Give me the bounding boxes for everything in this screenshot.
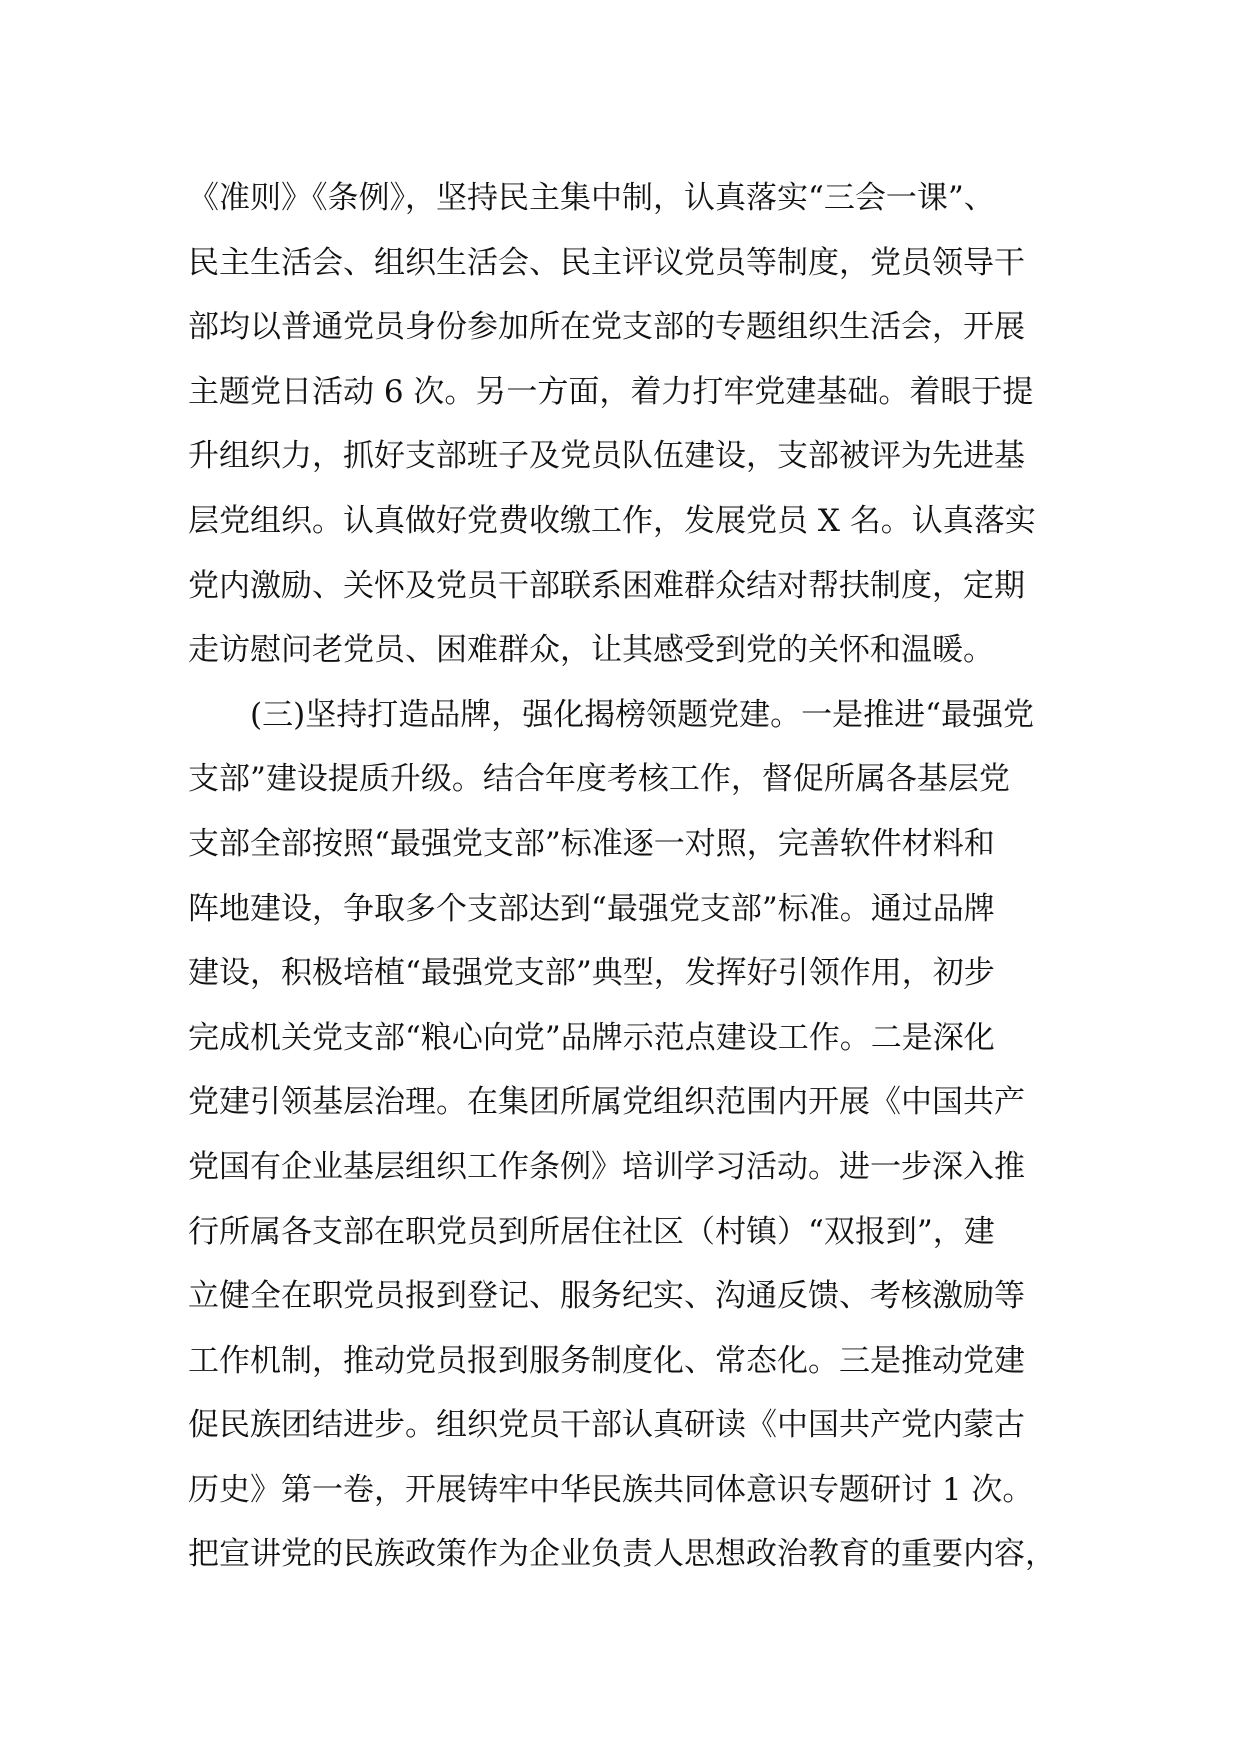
text-line-13: 建设，积极培植“最强党支部”典型，发挥好引领作用，初步	[188, 955, 995, 992]
text-line-15: 党建引领基层治理。在集团所属党组织范围内开展《中国共产	[188, 1084, 1025, 1121]
text-line-20: 促民族团结进步。组织党员干部认真研读《中国共产党内蒙古	[188, 1407, 1025, 1444]
text-line-17: 行所属各支部在职党员到所居住社区（村镇）“双报到”，建	[188, 1213, 995, 1250]
section-heading-line: (三)坚持打造品牌，强化揭榜领题党建。一是推进“最强党	[250, 696, 1035, 733]
text-line-6: 层党组织。认真做好党费收缴工作，发展党员 X 名。认真落实	[188, 502, 1036, 539]
text-line-19: 工作机制，推动党员报到服务制度化、常态化。三是推动党建	[188, 1342, 1025, 1379]
text-line-4: 主题党日活动 6 次。另一方面，着力打牢党建基础。着眼于提	[188, 373, 1034, 410]
text-line-2: 民主生活会、组织生活会、民主评议党员等制度，党员领导干	[188, 244, 1025, 281]
text-line-5: 升组织力，抓好支部班子及党员队伍建设，支部被评为先进基	[188, 438, 1025, 475]
text-line-10: 支部”建设提质升级。结合年度考核工作，督促所属各基层党	[188, 761, 1010, 798]
text-line-1: 《准则》《条例》，坚持民主集中制，认真落实“三会一课”、	[188, 180, 995, 216]
text-line-8: 走访慰问老党员、困难群众，让其感受到党的关怀和温暖。	[188, 632, 994, 669]
text-line-22: 把宣讲党的民族政策作为企业负责人思想政治教育的重要内容，	[188, 1536, 1056, 1573]
text-line-18: 立健全在职党员报到登记、服务纪实、沟通反馈、考核激励等	[188, 1278, 1025, 1315]
text-line-3: 部均以普通党员身份参加所在党支部的专题组织生活会，开展	[188, 309, 1025, 346]
text-line-11: 支部全部按照“最强党支部”标准逐一对照，完善软件材料和	[188, 825, 995, 862]
document-body	[188, 166, 1058, 1587]
text-line-14: 完成机关党支部“粮心向党”品牌示范点建设工作。二是深化	[188, 1019, 995, 1056]
text-line-21: 历史》第一卷，开展铸牢中华民族共同体意识专题研讨 1 次。	[188, 1471, 1034, 1508]
text-line-7: 党内激励、关怀及党员干部联系困难群众结对帮扶制度，定期	[188, 567, 1025, 604]
text-line-16: 党国有企业基层组织工作条例》培训学习活动。进一步深入推	[188, 1148, 1025, 1185]
text-line-12: 阵地建设，争取多个支部达到“最强党支部”标准。通过品牌	[188, 890, 995, 927]
